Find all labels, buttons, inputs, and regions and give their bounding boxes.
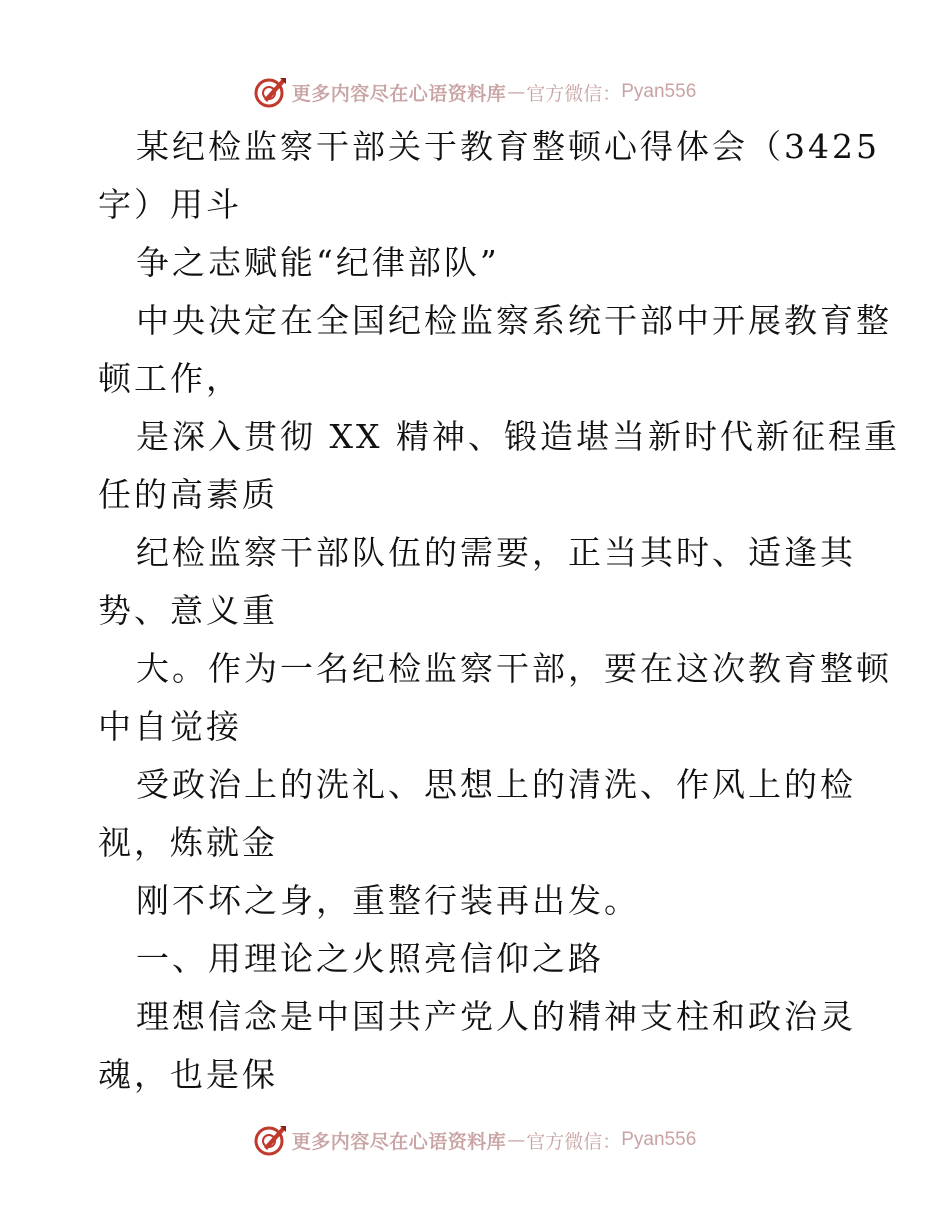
text-line: 是深入贯彻 XX 精神、锻造堪当新时代新征程重 [136,417,900,456]
brand-logo-icon [254,1123,288,1157]
banner-brand-text: 更多内容尽在心语资料库 [291,1130,507,1153]
banner-brand-text: 更多内容尽在心语资料库 [291,82,507,105]
banner-wechat-label: 官方微信： [526,82,622,105]
banner-separator: — [507,81,526,103]
banner-separator: — [507,1129,526,1151]
text-line: 中央决定在全国纪检监察系统干部中开展教育整 [136,301,892,340]
text-line: 刚不坏之身，重整行装再出发。 [136,881,640,920]
brand-logo-icon [254,75,288,109]
text-line: 顿工作， [98,359,242,398]
text-line: 受政治上的洗礼、思想上的清洗、作风上的检 [136,765,856,804]
text-line: 纪检监察干部队伍的需要，正当其时、适逢其 [136,533,856,572]
footer-banner [0,1120,950,1160]
document-title-line-2: 字）用斗 [98,185,242,224]
section-heading: 一、用理论之火照亮信仰之路 [136,939,604,978]
text-line: 大。作为一名纪检监察干部，要在这次教育整顿 [136,649,892,688]
text-line: 任的高素质 [98,475,278,514]
text-line: 争之志赋能“纪律部队” [136,243,500,282]
text-line: 理想信念是中国共产党人的精神支柱和政治灵 [136,997,856,1036]
document-body [98,118,900,1104]
banner-wechat-label: 官方微信： [526,1130,622,1153]
header-banner [0,72,950,112]
banner-wechat-id: Pyan556 [621,1129,697,1150]
text-line: 势、意义重 [98,591,278,630]
text-line: 视，炼就金 [98,823,278,862]
text-line: 魂，也是保 [98,1055,278,1094]
banner-wechat-id: Pyan556 [621,81,697,102]
text-line: 中自觉接 [98,707,242,746]
document-title-line-1: 某纪检监察干部关于教育整顿心得体会（3425 [136,127,880,166]
